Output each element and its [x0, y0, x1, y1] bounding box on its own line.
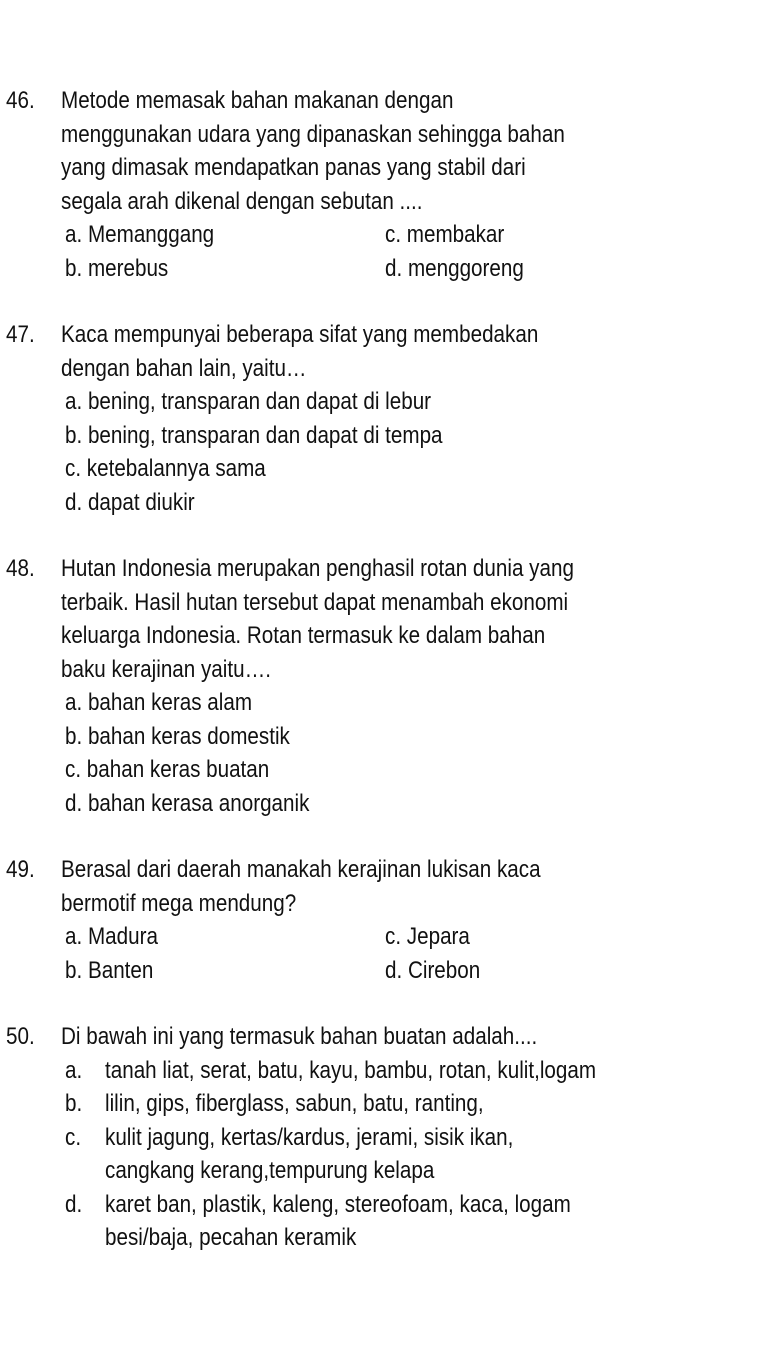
- option-a: a. Memanggang: [65, 221, 215, 248]
- question-body: [61, 1020, 701, 1255]
- option-b: b. bahan keras domestik: [65, 722, 290, 750]
- option-d: d. dapat diukir: [65, 488, 195, 516]
- question-stem-line: Kaca mempunyai beberapa sifat yang membedakan: [61, 321, 539, 348]
- question-stem-line: baku kerajinan yaitu….: [61, 655, 271, 683]
- question-stem-line: Di bawah ini yang termasuk bahan buatan adalah....: [61, 1023, 538, 1050]
- option-text-line: tanah liat, serat, batu, kayu, bambu, rotan, kulit,logam: [105, 1056, 597, 1084]
- question-49: [0, 853, 767, 987]
- question-sheet: [0, 84, 767, 1288]
- question-stem-line: menggunakan udara yang dipanaskan sehingga bahan: [61, 120, 565, 148]
- option-c: c. ketebalannya sama: [65, 455, 266, 482]
- option-letter: a.: [65, 1056, 83, 1084]
- question-stem-line: keluarga Indonesia. Rotan termasuk ke dalam bahan: [61, 622, 546, 649]
- question-stem-line: dengan bahan lain, yaitu…: [61, 354, 307, 382]
- option-letter: c.: [65, 1123, 82, 1151]
- option-b: b. Banten: [65, 956, 154, 984]
- option-a: a. Madura: [65, 923, 158, 950]
- option-text-line: cangkang kerang,tempurung kelapa: [105, 1157, 435, 1184]
- question-number: 47.: [6, 321, 35, 348]
- option-text-line: karet ban, plastik, kaleng, stereofoam, kaca, logam: [105, 1190, 571, 1218]
- option-c: [61, 1121, 701, 1188]
- option-row: [61, 218, 701, 252]
- option-a: a. bahan keras alam: [65, 689, 253, 716]
- question-stem-line: bermotif mega mendung?: [61, 889, 297, 917]
- option-b: b. bening, transparan dan dapat di tempa: [65, 421, 443, 449]
- option-letter: b.: [65, 1090, 83, 1117]
- option-b: b. merebus: [65, 254, 169, 282]
- question-body: [61, 853, 701, 987]
- option-c: c. bahan keras buatan: [65, 756, 270, 783]
- question-stem-line: Berasal dari daerah manakah kerajinan lukisan kaca: [61, 856, 541, 883]
- option-row: [61, 954, 701, 988]
- option-text-line: kulit jagung, kertas/kardus, jerami, sisik ikan,: [105, 1123, 514, 1151]
- option-b: [61, 1087, 701, 1121]
- option-a: [61, 1054, 701, 1088]
- option-a: a. bening, transparan dan dapat di lebur: [65, 388, 432, 415]
- option-text-line: lilin, gips, fiberglass, sabun, batu, ranting,: [105, 1090, 484, 1117]
- question-body: [61, 552, 701, 820]
- question-47: [0, 318, 767, 519]
- option-d: d. bahan kerasa anorganik: [65, 789, 310, 817]
- question-body: [61, 318, 701, 519]
- option-d: [61, 1188, 701, 1255]
- option-row: [61, 252, 701, 286]
- question-stem-line: terbaik. Hasil hutan tersebut dapat menambah ekonomi: [61, 588, 569, 616]
- question-stem-line: Metode memasak bahan makanan dengan: [61, 87, 454, 114]
- option-text-line: besi/baja, pecahan keramik: [105, 1224, 357, 1251]
- question-number: 49.: [6, 856, 35, 883]
- option-letter: d.: [65, 1190, 83, 1218]
- option-c: c. Jepara: [385, 923, 470, 950]
- question-number: 50.: [6, 1023, 35, 1050]
- question-number: 48.: [6, 555, 35, 582]
- question-number: 46.: [6, 87, 35, 114]
- question-50: [0, 1020, 767, 1255]
- question-46: [0, 84, 767, 285]
- question-stem-line: yang dimasak mendapatkan panas yang stabil dari: [61, 154, 526, 181]
- option-row: [61, 920, 701, 954]
- option-d: d. menggoreng: [385, 254, 524, 282]
- question-body: [61, 84, 701, 285]
- question-stem-line: segala arah dikenal dengan sebutan ....: [61, 187, 423, 215]
- question-48: [0, 552, 767, 820]
- question-stem-line: Hutan Indonesia merupakan penghasil rotan dunia yang: [61, 555, 574, 582]
- option-c: c. membakar: [385, 221, 505, 248]
- option-d: d. Cirebon: [385, 956, 481, 984]
